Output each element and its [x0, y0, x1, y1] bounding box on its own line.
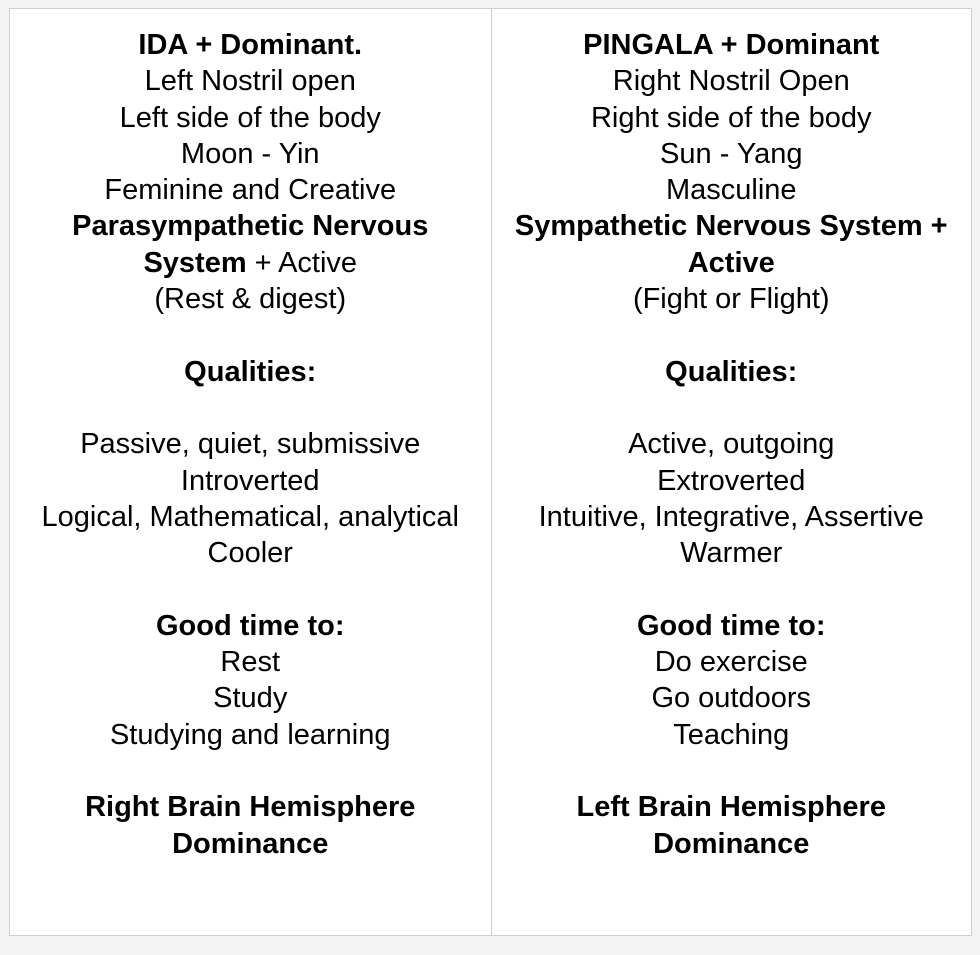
- ida-good-time-heading: Good time to:: [156, 609, 345, 642]
- pingala-nervous-system-line2: Active: [687, 246, 775, 279]
- comparison-table: [9, 8, 972, 936]
- ida-quality-item: Cooler: [207, 537, 293, 570]
- ida-good-time-item: Study: [213, 682, 288, 715]
- pingala-good-time-item: Go outdoors: [651, 682, 812, 715]
- pingala-good-time-heading: Good time to:: [637, 609, 826, 642]
- ida-line: Feminine and Creative: [104, 174, 397, 207]
- ida-heading: IDA + Dominant.: [138, 29, 363, 61]
- pingala-good-time-item: Do exercise: [654, 646, 808, 679]
- ida-nervous-system-line2: [10, 245, 491, 281]
- ida-quality-item: Passive, quiet, submissive: [80, 428, 421, 461]
- pingala-fight-flight: (Fight or Flight): [632, 283, 830, 316]
- pingala-line: Sun - Yang: [660, 137, 803, 170]
- ida-line: Left Nostril open: [144, 65, 356, 98]
- pingala-quality-item: Extroverted: [657, 464, 806, 497]
- pingala-quality-item: Active, outgoing: [628, 428, 835, 461]
- ida-rest-digest: (Rest & digest): [154, 283, 347, 316]
- pingala-line: Masculine: [665, 174, 797, 207]
- ida-quality-item: Introverted: [180, 464, 320, 497]
- ida-brain-line1: Right Brain Hemisphere: [85, 791, 416, 824]
- pingala-nervous-system-line1: Sympathetic Nervous System +: [514, 210, 948, 243]
- pingala-brain-line2: Dominance: [653, 827, 810, 860]
- ida-brain-line2: Dominance: [172, 827, 329, 860]
- pingala-line: Right side of the body: [590, 101, 872, 134]
- pingala-good-time-item: Teaching: [673, 718, 790, 751]
- ida-qualities-heading: Qualities:: [184, 355, 317, 388]
- ida-good-time-item: Rest: [220, 646, 281, 679]
- ida-column: [10, 9, 492, 935]
- ida-nervous-system-active: + Active: [246, 246, 358, 279]
- ida-nervous-system-bold: System: [143, 246, 247, 279]
- pingala-heading: PINGALA + Dominant: [583, 29, 880, 61]
- pingala-quality-item: Warmer: [680, 537, 783, 570]
- pingala-column: [492, 9, 972, 935]
- ida-line: Left side of the body: [119, 101, 381, 134]
- pingala-quality-item: Intuitive, Integrative, Assertive: [538, 500, 924, 533]
- ida-good-time-item: Studying and learning: [109, 718, 391, 751]
- pingala-qualities-heading: Qualities:: [665, 355, 798, 388]
- ida-line: Moon - Yin: [180, 137, 320, 170]
- pingala-line: Right Nostril Open: [612, 65, 850, 98]
- pingala-brain-line1: Left Brain Hemisphere: [576, 791, 886, 824]
- ida-nervous-system-line1: Parasympathetic Nervous: [72, 210, 429, 243]
- ida-quality-item: Logical, Mathematical, analytical: [41, 500, 459, 533]
